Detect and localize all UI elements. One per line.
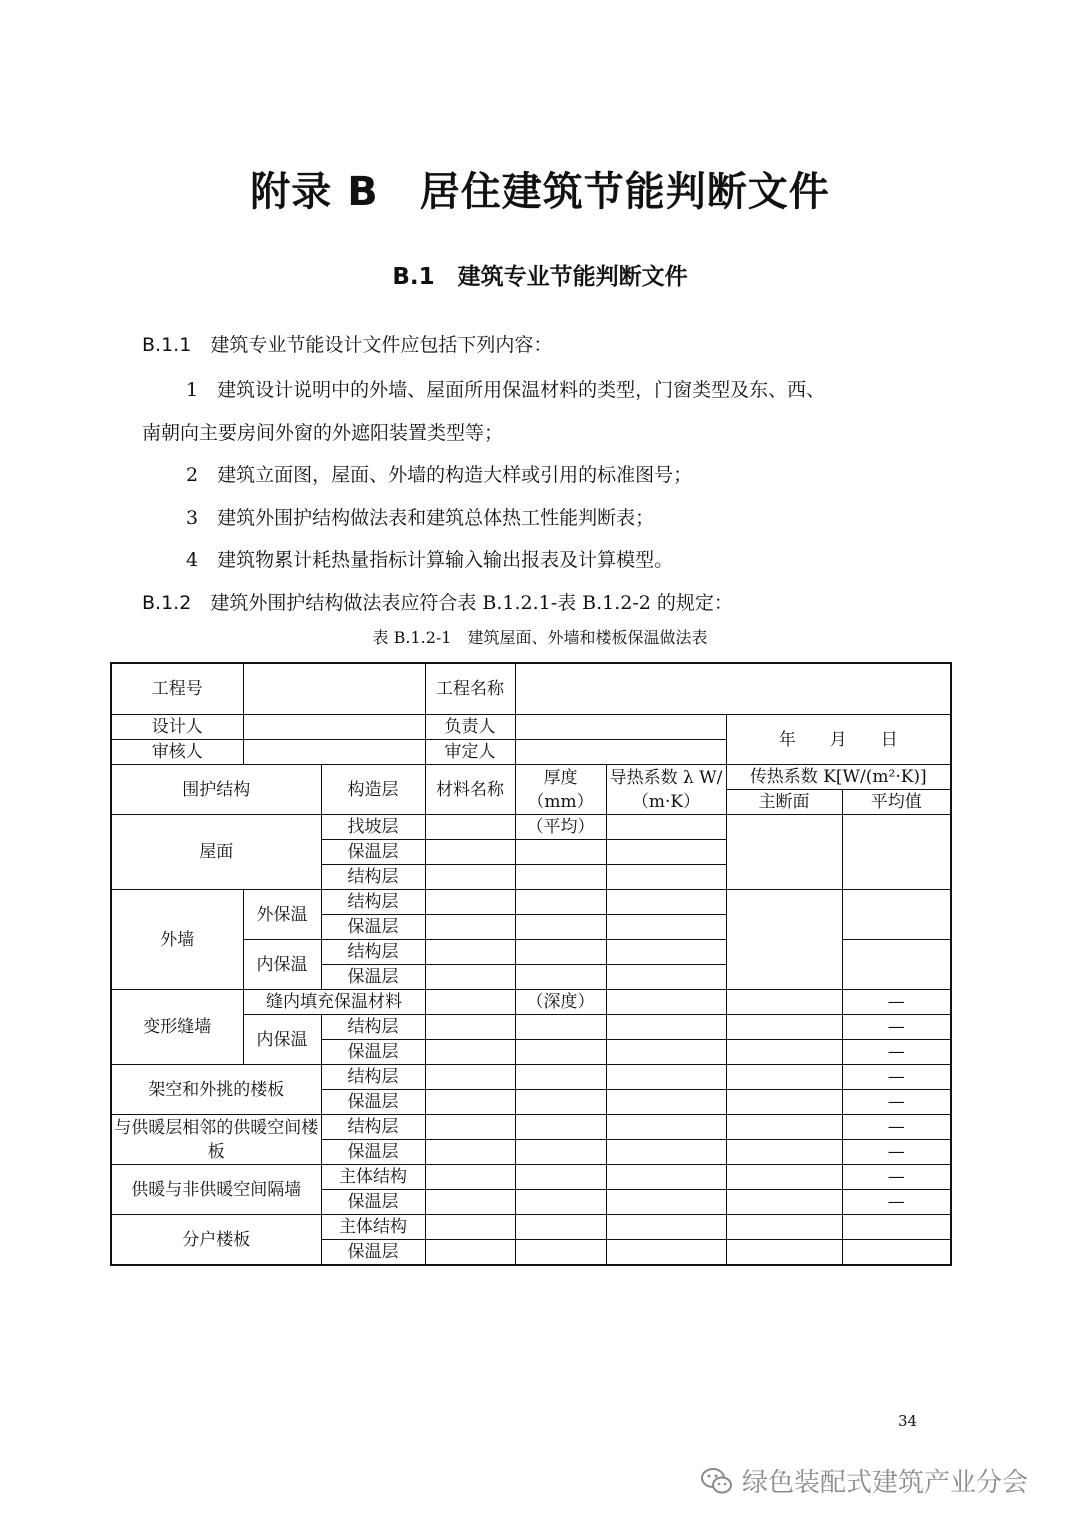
dash-cell: —	[842, 1165, 951, 1190]
cell	[425, 1140, 515, 1165]
layer-label: 找坡层	[321, 815, 425, 840]
project-no-value	[243, 663, 425, 715]
clause-text: 建筑外围护结构做法表应符合表 B.1.2.1-表 B.1.2-2 的规定：	[210, 592, 733, 614]
cell	[425, 965, 515, 990]
table-row	[111, 1165, 951, 1190]
header-average: 平均值	[842, 790, 951, 815]
cell	[606, 1065, 726, 1090]
designer-value	[243, 715, 425, 740]
cell	[425, 1040, 515, 1065]
int-insulation-label: 内保温	[243, 940, 321, 990]
cell	[726, 990, 842, 1015]
clause-number: B.1.1	[142, 334, 192, 356]
header-k: 传热系数 K[W/(m²·K)]	[726, 765, 951, 790]
layer-label: 保温层	[321, 1090, 425, 1115]
cell	[425, 1015, 515, 1040]
footer-text: 绿色装配式建筑产业分会	[742, 1468, 1029, 1498]
cell	[425, 865, 515, 890]
table-row	[111, 1065, 951, 1090]
page-title: 附录 B 居住建筑节能判断文件	[250, 169, 830, 215]
cell	[515, 1065, 606, 1090]
joint-fill-label: 缝内填充保温材料	[243, 990, 425, 1015]
approver-value	[515, 740, 726, 765]
ext-insulation-label: 外保温	[243, 890, 321, 940]
thickness-note: （深度）	[515, 990, 606, 1015]
dash-cell: —	[842, 1090, 951, 1115]
header-thickness: 厚度（mm）	[515, 765, 606, 815]
cell	[515, 1040, 606, 1065]
list-item: 1 建筑设计说明中的外墙、屋面所用保温材料的类型，门窗类型及东、西、	[186, 379, 826, 401]
cell	[515, 915, 606, 940]
dash-cell: —	[842, 1140, 951, 1165]
layer-label: 保温层	[321, 840, 425, 865]
page-number: 34	[898, 1412, 918, 1430]
cell	[726, 1115, 842, 1140]
cell	[425, 915, 515, 940]
cell	[842, 815, 951, 890]
cell	[425, 990, 515, 1015]
wall-label: 外墙	[111, 890, 243, 990]
wechat-icon	[700, 1466, 734, 1496]
table-caption: 表 B.1.2-1 建筑屋面、外墙和楼板保温做法表	[372, 628, 708, 647]
layer-label: 保温层	[321, 1040, 425, 1065]
layer-label: 保温层	[321, 965, 425, 990]
list-item: 4 建筑物累计耗热量指标计算输入输出报表及计算模型。	[186, 549, 674, 571]
table-row	[111, 1115, 951, 1140]
cell	[606, 865, 726, 890]
cell	[606, 1190, 726, 1215]
cell	[606, 1240, 726, 1266]
layer-label: 结构层	[321, 1065, 425, 1090]
cell	[606, 1215, 726, 1240]
date-cell: 年 月 日	[726, 715, 951, 765]
layer-label: 保温层	[321, 1140, 425, 1165]
insulation-table	[110, 662, 952, 1266]
cell	[726, 815, 842, 890]
cell	[606, 1090, 726, 1115]
list-item: 2 建筑立面图，屋面、外墙的构造大样或引用的标准图号；	[186, 464, 693, 486]
clause-b111	[142, 330, 552, 357]
cell	[515, 940, 606, 965]
cell	[515, 890, 606, 915]
cell	[425, 1090, 515, 1115]
cell	[606, 915, 726, 940]
cell	[606, 1015, 726, 1040]
cell	[606, 990, 726, 1015]
cell	[425, 1115, 515, 1140]
cell	[606, 1165, 726, 1190]
clause-number: B.1.2	[142, 592, 192, 614]
layer-label: 保温层	[321, 1190, 425, 1215]
cell	[726, 1240, 842, 1266]
cell	[515, 1190, 606, 1215]
layer-label: 结构层	[321, 890, 425, 915]
cell	[606, 1140, 726, 1165]
table-row	[111, 1215, 951, 1240]
watermark-footer	[700, 1462, 1028, 1499]
header-conductivity: 导热系数 λ W/（m·K）	[606, 765, 726, 815]
clause-text: 建筑专业节能设计文件应包括下列内容：	[210, 334, 553, 356]
responsible-label: 负责人	[425, 715, 515, 740]
cell	[515, 1015, 606, 1040]
header-material: 材料名称	[425, 765, 515, 815]
cell	[606, 965, 726, 990]
cell	[515, 1140, 606, 1165]
cell	[606, 890, 726, 915]
cell	[515, 865, 606, 890]
cell	[425, 1065, 515, 1090]
cell	[842, 1240, 951, 1266]
cell	[425, 940, 515, 965]
section-heading: B.1 建筑专业节能判断文件	[392, 264, 688, 290]
cell	[726, 890, 842, 990]
dash-cell: —	[842, 1190, 951, 1215]
table-row	[111, 663, 951, 715]
cell	[726, 1140, 842, 1165]
cell	[515, 1215, 606, 1240]
table-header-row	[111, 765, 951, 790]
table-row	[111, 990, 951, 1015]
layer-label: 结构层	[321, 865, 425, 890]
table-row	[111, 715, 951, 740]
roof-label: 屋面	[111, 815, 321, 890]
cell	[606, 940, 726, 965]
cell	[842, 1215, 951, 1240]
table-row	[111, 815, 951, 840]
layer-label: 结构层	[321, 1115, 425, 1140]
cell	[726, 1090, 842, 1115]
reviewer-label: 审核人	[111, 740, 243, 765]
cell	[726, 1215, 842, 1240]
cell	[515, 965, 606, 990]
cell	[425, 890, 515, 915]
heated-floor-label: 与供暖层相邻的供暖空间楼板	[111, 1115, 321, 1165]
list-item: 3 建筑外围护结构做法表和建筑总体热工性能判断表；	[186, 507, 655, 529]
cell	[842, 940, 951, 990]
cell	[606, 840, 726, 865]
cell	[425, 1190, 515, 1215]
partition-wall-label: 供暖与非供暖空间隔墙	[111, 1165, 321, 1215]
table-row	[111, 890, 951, 915]
layer-label: 主体结构	[321, 1215, 425, 1240]
cell	[425, 1240, 515, 1266]
cell	[726, 1190, 842, 1215]
cell	[606, 1115, 726, 1140]
dash-cell: —	[842, 1115, 951, 1140]
responsible-value	[515, 715, 726, 740]
cell	[425, 815, 515, 840]
project-name-value	[515, 663, 951, 715]
approver-label: 审定人	[425, 740, 515, 765]
layer-label: 保温层	[321, 1240, 425, 1266]
cell	[425, 1165, 515, 1190]
header-envelope: 围护结构	[111, 765, 321, 815]
cell	[726, 1040, 842, 1065]
clause-b112	[142, 588, 733, 615]
cell	[515, 1240, 606, 1266]
cell	[425, 1215, 515, 1240]
cell	[726, 1065, 842, 1090]
dash-cell: —	[842, 1015, 951, 1040]
list-item-continuation: 南朝向主要房间外窗的外遮阳装置类型等；	[142, 422, 504, 444]
designer-label: 设计人	[111, 715, 243, 740]
dash-cell: —	[842, 1040, 951, 1065]
cell	[606, 815, 726, 840]
project-name-label: 工程名称	[425, 663, 515, 715]
joint-wall-label: 变形缝墙	[111, 990, 243, 1065]
unit-floor-label: 分户楼板	[111, 1215, 321, 1266]
header-layer: 构造层	[321, 765, 425, 815]
layer-label: 结构层	[321, 1015, 425, 1040]
cell	[515, 840, 606, 865]
int-insulation-label: 内保温	[243, 1015, 321, 1065]
cell	[842, 890, 951, 940]
cell	[425, 840, 515, 865]
cell	[515, 1115, 606, 1140]
layer-label: 结构层	[321, 940, 425, 965]
project-no-label: 工程号	[111, 663, 243, 715]
dash-cell: —	[842, 1065, 951, 1090]
cell	[606, 1040, 726, 1065]
thickness-note: （平均）	[515, 815, 606, 840]
layer-label: 主体结构	[321, 1165, 425, 1190]
cell	[726, 1165, 842, 1190]
cell	[726, 1015, 842, 1040]
reviewer-value	[243, 740, 425, 765]
overhang-floor-label: 架空和外挑的楼板	[111, 1065, 321, 1115]
header-main-section: 主断面	[726, 790, 842, 815]
dash-cell: —	[842, 990, 951, 1015]
cell	[515, 1090, 606, 1115]
layer-label: 保温层	[321, 915, 425, 940]
cell	[515, 1165, 606, 1190]
